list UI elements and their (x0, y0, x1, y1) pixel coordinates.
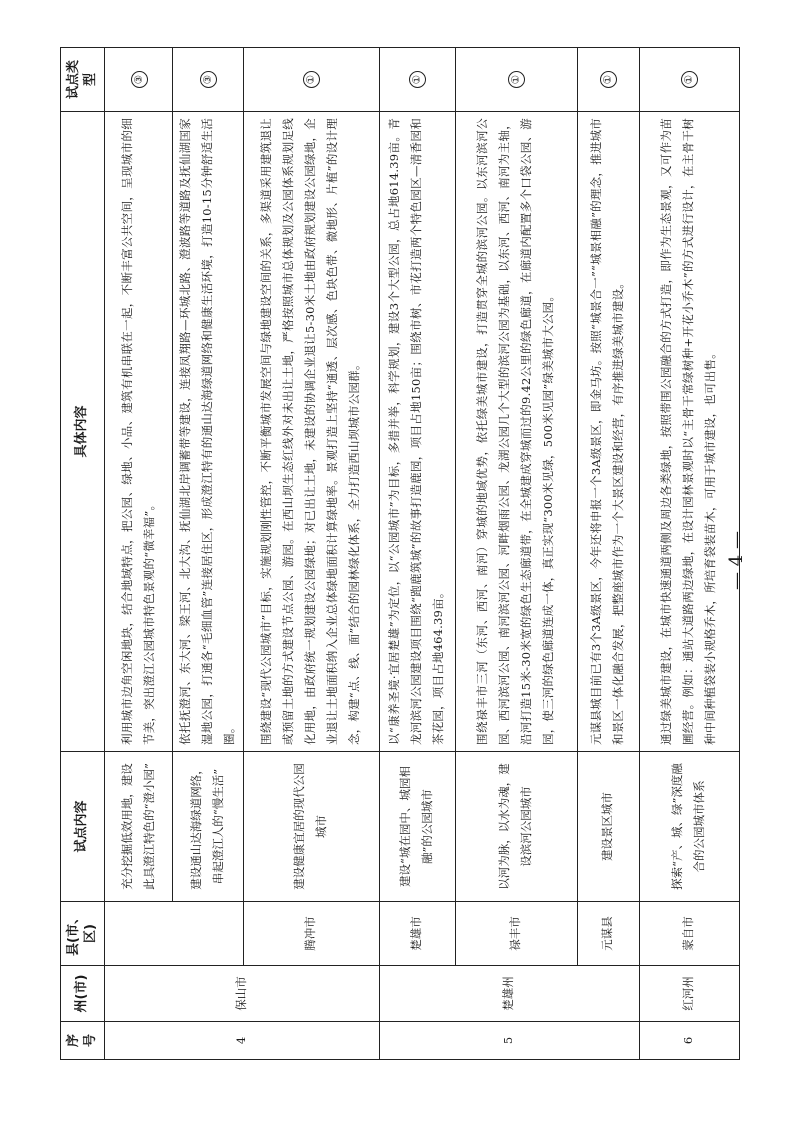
table-row (105, 48, 173, 1060)
type-marker: ③ (131, 71, 148, 88)
cell-state: 红河州 (639, 966, 739, 1022)
cell-county: 禄丰市 (455, 902, 577, 966)
type-marker: ① (600, 71, 617, 88)
cell-state: 楚雄州 (379, 966, 639, 1022)
cell-county: 蒙自市 (639, 902, 739, 966)
cell-pilot: 充分挖掘低效用地，建设此具澄江特色的“澄小园” (105, 752, 173, 902)
type-marker: ① (303, 71, 320, 88)
page-number (712, 460, 760, 660)
cell-content: 利用城市边角空闲地块，结合地域特点，把公园、绿地、小品、建筑有机串联在一起，不断丰富公共空间，呈现城市的细节美，突出澄江公园城市特色景观的“微幸福”。 (105, 112, 173, 752)
cell-no: 5 (379, 1022, 639, 1060)
page-number-text: — 4 — (725, 530, 747, 590)
type-marker: ① (508, 71, 525, 88)
cell-content: 围绕建设“现代公园城市”目标，实施规划刚性管控，不断平衡城市发展空间与绿地建设空间的关系，多渠道采用建筑退让或预留土地的方式建设节点公园、游园。在西山坝生态红线外对未出让土地，严格按照城市总体规划及公园体系规划足线化用地，由政府统一规划建设公园绿地；对已出让土地，未建设的协调企业退让5-30米土地由政府规划建设公园绿地，企业退让土地面积纳入企业总体绿地面积计算绿地率。景观打造上坚持“通透、层次感、色块色带、微地形、片植”的设计理念，构建“点、线、面”结合的园林绿化体系，全力打造西山坝城市公园群。 (243, 112, 379, 752)
pilot-table (60, 47, 740, 1060)
cell-county: 楚雄市 (379, 902, 455, 966)
type-marker: ① (409, 71, 426, 88)
table-row (379, 48, 455, 1060)
cell-content: 围绕禄丰市三河（东河、西河、南河）穿城的地域优势，依托绿美城市建设，打造贯穿全城的滨河公园。以东河滨河公园、西河滨河公园、南河滨河公园、河畔烟雨公园、龙湖公园几个大型的滨河公园为基础，以东河、西河、南河为主轴，沿河打造15米-30米宽的绿色生态廊道带，在全城建成穿城而过的9.42公里的绿色廊道，在廊道内配置多个口袋公园、游园，使三河的绿色廊道连成一体，真正实现“300米见绿，500米见园”绿美城市大公园。 (455, 112, 577, 752)
header-type: 试点类型 (61, 48, 105, 112)
header-pilot: 试点内容 (61, 752, 105, 902)
cell-pilot: 建设“城在园中、城园相融”的公园城市 (379, 752, 455, 902)
header-row (61, 48, 105, 1060)
header-no: 序号 (61, 1022, 105, 1060)
type-marker: ③ (200, 71, 217, 88)
cell-pilot: 建设健康宜居的现代公园城市 (243, 752, 379, 902)
rotated-page (60, 48, 736, 1060)
header-content: 具体内容 (61, 112, 105, 752)
cell-content: 依托抚澄河、东大河、梁王河、北大沟、抚仙湖北岸调蓄带等建设，连接凤翔路—环城北路、澄波路等道路及抚仙湖国家湿地公园，打通各“毛细血管”连接居住区，形成澄江特有的通山达海绿道网络和健康生活环境，打造10-15分钟舒适生活圈。 (173, 112, 244, 752)
cell-state: 保山市 (105, 966, 380, 1022)
cell-county: 腾冲市 (243, 902, 379, 966)
cell-pilot: 建设景区城市 (577, 752, 639, 902)
header-state: 州(市) (61, 966, 105, 1022)
cell-content: 以“康养圣境·宜居楚雄”为定位，以“公园城市”为目标，多措并举，科学规划，建设3个大型公园，总占地614.39亩。青龙河滨河公园建设项目围绕“跑鹿筑城”的故事打造鹿园，项目占地150亩；围绕市树、市花打造两个特色园区—清香园和茶花园，项目占地464.39亩。 (379, 112, 455, 752)
table-row (577, 48, 639, 1060)
type-marker: ① (681, 71, 698, 88)
cell-content: 通过绿美城市建设，在城市快速通道两侧及周边各类绿地，按照带围公园融合的方式打造，即作为生态景观，又可作为苗圃经营。例如：通站大道路两边绿地，在设计园林景观时以“主骨干常绿树种+开花小乔木”的方式进行设计，在主骨干树种中间种植袋装小规格乔木，所培育袋装苗木，可用于城市建设，也可出售。 (639, 112, 739, 752)
cell-pilot: 以河为脉，以水为魂，建设滨河公园城市 (455, 752, 577, 902)
cell-county (105, 902, 244, 966)
cell-pilot: 建设通山达海绿道网络，串起澄江人的“慢生活” (173, 752, 244, 902)
table-row (243, 48, 379, 1060)
header-county: 县(市、区) (61, 902, 105, 966)
table-row (455, 48, 577, 1060)
cell-content: 元谋县城目前已有3个3A级景区，今年还将申报一个3A级景区，即金马坊。按照“城景合一”“城景相融”的理念，推进城市和景区一体化融合发展，把整座城市作为一个大景区建设和经营，有序推进绿美城市建设。 (577, 112, 639, 752)
cell-no: 4 (105, 1022, 380, 1060)
cell-county: 元谋县 (577, 902, 639, 966)
cell-pilot: 探索“产、城、绿”深度融合的公园城市体系 (639, 752, 739, 902)
cell-no: 6 (639, 1022, 739, 1060)
